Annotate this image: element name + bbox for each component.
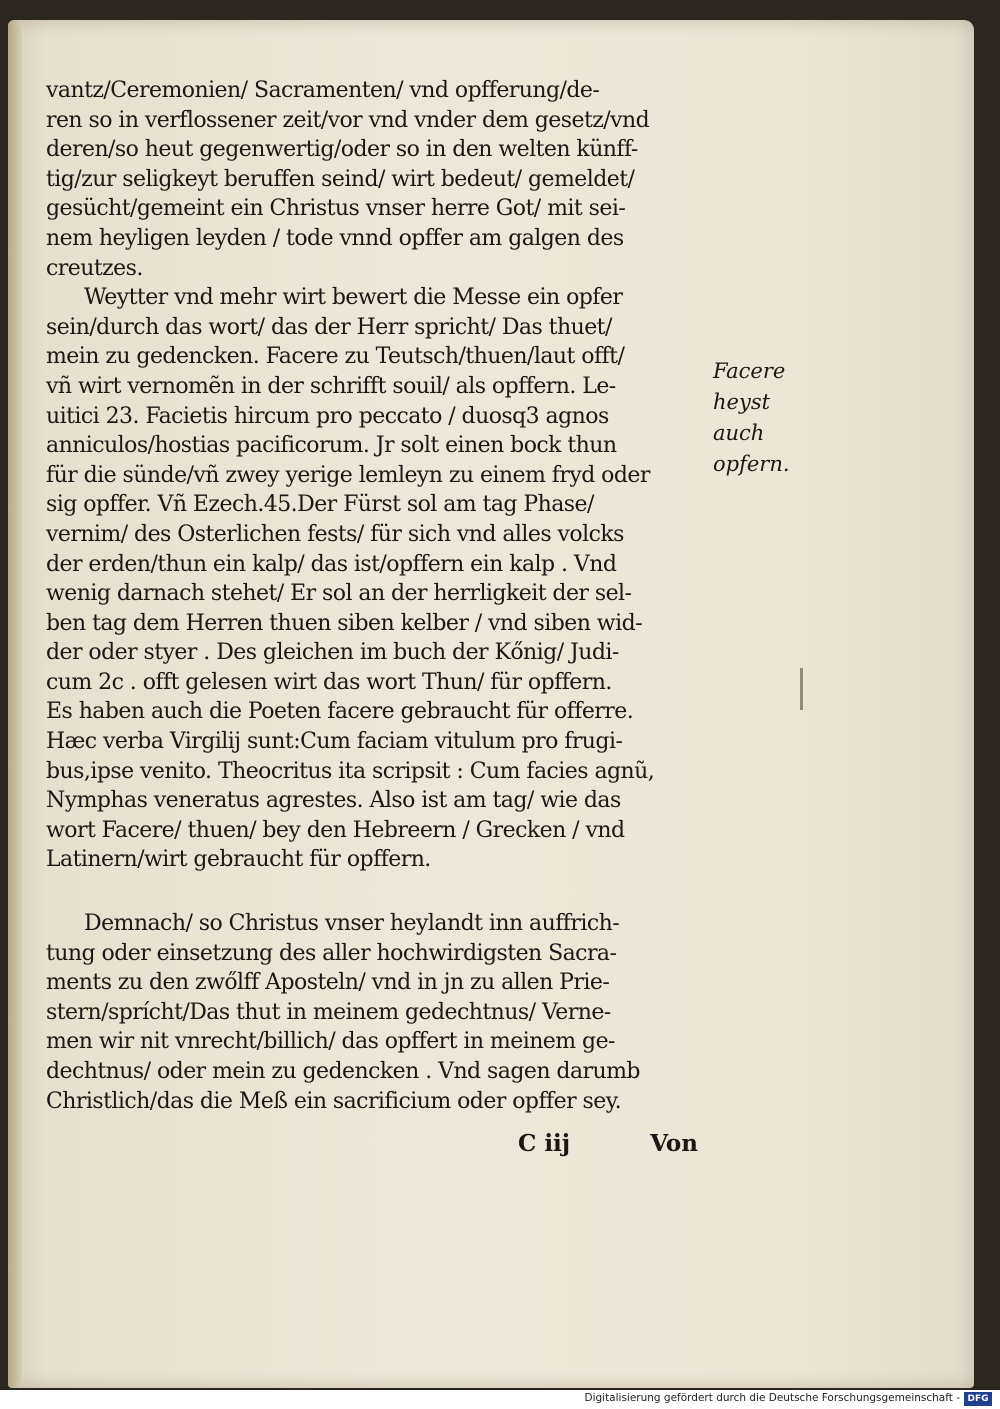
text-line: bus,ipse venito. Theocritus ita scripsit : Cum facies agnũ,: [46, 758, 655, 784]
text-line: tig/zur seligkeyt beruffen seind/ wirt bedeut/ gemeldet/: [46, 166, 635, 192]
text-line: wenig darnach stehet/ Er sol an der herrligkeit der sel-: [46, 581, 632, 607]
text-line: anniculos/hostias pacificorum. Jr solt einen bock thun: [46, 433, 617, 459]
text-line: tung oder einsetzung des aller hochwirdigsten Sacra-: [46, 940, 617, 966]
text-line: Nymphas veneratus agrestes. Also ist am tag/ wie das: [46, 788, 621, 814]
text-line: ren so in verflossener zeit/vor vnd vnder dem gesetz/vnd: [46, 107, 650, 133]
text-line: Es haben auch die Poeten facere gebraucht für offerre.: [46, 699, 634, 725]
catchword: Von: [650, 1130, 698, 1157]
text-line: creutzes.: [46, 255, 143, 281]
text-line: deren/so heut gegenwertig/oder so in den welten künff-: [46, 137, 638, 163]
text-line: ben tag dem Herren thuen siben kelber / vnd siben wid-: [46, 610, 642, 636]
dfg-logo: DFG: [964, 1392, 992, 1406]
text-line: sig opffer. Vñ Ezech.45.Der Fürst sol am tag Phase/: [46, 492, 594, 518]
paragraph-gap: [46, 875, 696, 909]
marginal-note-line: Facere: [713, 359, 786, 383]
page-foot: [518, 1130, 698, 1160]
text-line: uitici 23. Facietis hircum pro peccato / duosq3 agnos: [46, 403, 609, 429]
text-line: vñ wirt vernomẽn in der schrifft souil/ als opffern. Le-: [46, 373, 616, 399]
text-line: dechtnus/ oder mein zu gedencken . Vnd sagen darumb: [46, 1059, 640, 1084]
text-line: vantz/Ceremonien/ Sacramenten/ vnd opfferung/de-: [46, 78, 600, 103]
marginal-note-line: opfern.: [713, 452, 790, 476]
text-line: mein zu gedencken. Facere zu Teutsch/thuen/laut offt/: [46, 344, 625, 370]
footer-bar: [0, 1390, 1000, 1409]
text-line: men wir nit vnrecht/billich/ das opffert in meinem ge-: [46, 1029, 615, 1055]
marginal-note-line: heyst: [713, 390, 771, 414]
text-line: wort Facere/ thuen/ bey den Hebreern / Grecken / vnd: [46, 817, 625, 843]
footer-credit: Digitalisierung gefördert durch die Deutsche Forschungsgemeinschaft -: [584, 1392, 960, 1404]
margin-pencil-mark: [800, 668, 803, 710]
text-line: ments zu den zwőlff Aposteln/ vnd in jn zu allen Prie-: [46, 970, 610, 996]
signature-mark: C iij: [518, 1130, 571, 1157]
text-line: Weytter vnd mehr wirt bewert die Messe ein opfer: [84, 285, 623, 311]
text-line: Demnach/ so Christus vnser heylandt inn auffrich-: [84, 911, 620, 937]
text-line: stern/sprícht/Das thut in meinem gedechtnus/ Verne-: [46, 999, 611, 1025]
text-line: Hæc verba Virgilij sunt:Cum faciam vitulum pro frugi-: [46, 729, 623, 755]
text-line: der oder styer . Des gleichen im buch der Kőnig/ Judi-: [46, 640, 619, 666]
body-text: [46, 76, 696, 1116]
text-line: für die sünde/vñ zwey yerige lemleyn zu einem fryd oder: [46, 462, 650, 488]
marginal-note-line: auch: [713, 421, 765, 445]
text-line: gesücht/gemeint ein Christus vnser herre Got/ mit sei-: [46, 196, 626, 222]
text-line: sein/durch das wort/ das der Herr spricht/ Das thuet/: [46, 314, 612, 340]
text-line: der erden/thun ein kalp/ das ist/opffern ein kalp . Vnd: [46, 551, 617, 577]
marginal-note: [713, 356, 823, 480]
text-line: nem heyligen leyden / tode vnnd opffer am galgen des: [46, 225, 624, 251]
text-line: Latinern/wirt gebraucht für opffern.: [46, 847, 431, 873]
text-line: cum 2c . offt gelesen wirt das wort Thun/ für opffern.: [46, 669, 612, 695]
text-line: vernim/ des Osterlichen fests/ für sich vnd alles volcks: [46, 521, 624, 547]
page-binding-edge: [8, 20, 22, 1388]
text-line: Christlich/das die Meß ein sacrificium oder opffer sey.: [46, 1088, 622, 1114]
